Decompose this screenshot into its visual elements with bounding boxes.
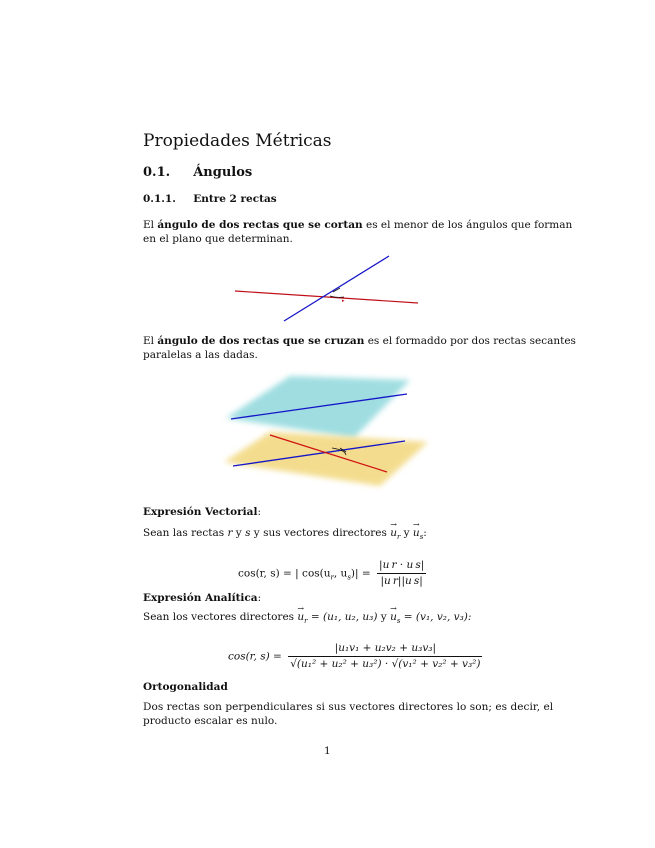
heading-text: Expresión Vectorial: [143, 506, 258, 518]
analitica-formula: [228, 641, 482, 672]
math-r: r: [227, 527, 233, 539]
numerator: |u r · u s|: [377, 558, 426, 574]
formula-mid: , u: [333, 567, 348, 580]
page-title: Propiedades Métricas: [143, 131, 332, 151]
formula-abs: )| =: [350, 567, 371, 580]
subsection-label: Entre 2 rectas: [193, 193, 277, 205]
angle-mark: ▸: [342, 298, 345, 304]
text-segment: El: [143, 219, 158, 231]
bold-term: ángulo de dos rectas que se cortan: [157, 219, 363, 231]
vector-u: → u: [390, 526, 397, 541]
text-segment: Sean las rectas: [143, 527, 228, 539]
vectorial-intro: [143, 526, 427, 545]
heading-text: Expresión Analítica: [143, 592, 258, 604]
text-segment: y sus vectores directores: [250, 527, 391, 539]
vector-ur-value: = (u₁, u₂, u₃): [307, 611, 378, 623]
heading-colon: :: [257, 506, 261, 518]
text-segment: es el menor de los ángulos que forman: [362, 219, 573, 231]
denominator: √(u₁² + u₂² + u₃²) · √(v₁² + v₂² + v₃²): [290, 658, 481, 670]
ortogonalidad-heading: Ortogonalidad: [143, 681, 228, 693]
bold-term: ángulo de dos rectas que se cruzan: [157, 335, 365, 347]
text-segment: :: [423, 527, 427, 539]
heading-colon: :: [257, 592, 262, 604]
formula-lhs: cos(r, s) = | cos(u: [238, 567, 331, 580]
lower-plane: [224, 432, 428, 486]
denominator: |u r||u s|: [380, 575, 423, 587]
ortogonalidad-line1: Dos rectas son perpendiculares si sus vectores directores lo son; es decir, el: [143, 701, 554, 713]
math-s: s: [245, 527, 251, 539]
formula-fraction: [288, 641, 482, 672]
text-segment: es el formaddo por dos rectas secantes: [364, 335, 576, 347]
analitica-intro: Sean los vectores directores → $u_r = (u_1$, u₂, u₃) $y \to u_s = (v_1$, v₂, v₃):: [143, 610, 471, 629]
subscript-s: s: [419, 533, 424, 542]
formula-lhs: cos(r, s) =: [228, 650, 282, 663]
paragraph-cruzan-line2: paralelas a las dadas.: [143, 349, 258, 361]
vector-us-value: = (v₁, v₂, v₃):: [400, 611, 472, 623]
page-number: 1: [324, 745, 331, 757]
ortogonalidad-line2: producto escalar es nulo.: [143, 715, 278, 727]
section-label: Ángulos: [193, 165, 253, 180]
section-number: 0.1.: [143, 165, 171, 180]
vectorial-heading: [143, 505, 261, 520]
subscript-r: r: [396, 533, 401, 542]
vector-u: → u: [413, 526, 420, 541]
text-segment: Sean los vectores directores: [143, 611, 298, 623]
paragraph-cortan-line2: en el plano que determinan.: [143, 233, 293, 245]
numerator: |u₁v₁ + u₂v₂ + u₃v₃|: [288, 641, 482, 657]
subsection-number: 0.1.1.: [143, 193, 176, 205]
text-segment: y: [232, 527, 246, 539]
text-segment: y: [377, 611, 391, 623]
formula-fraction: [377, 558, 426, 589]
vectorial-formula: cos(r, s) = | $\cos(u_r$, $u_s)|$ = $\frac{\text{|u r · u s|}}{\text{|u r||u s|}}$: [238, 559, 425, 587]
text-segment: y: [400, 527, 413, 539]
text-segment: El: [143, 335, 158, 347]
analitica-heading: [143, 591, 261, 606]
